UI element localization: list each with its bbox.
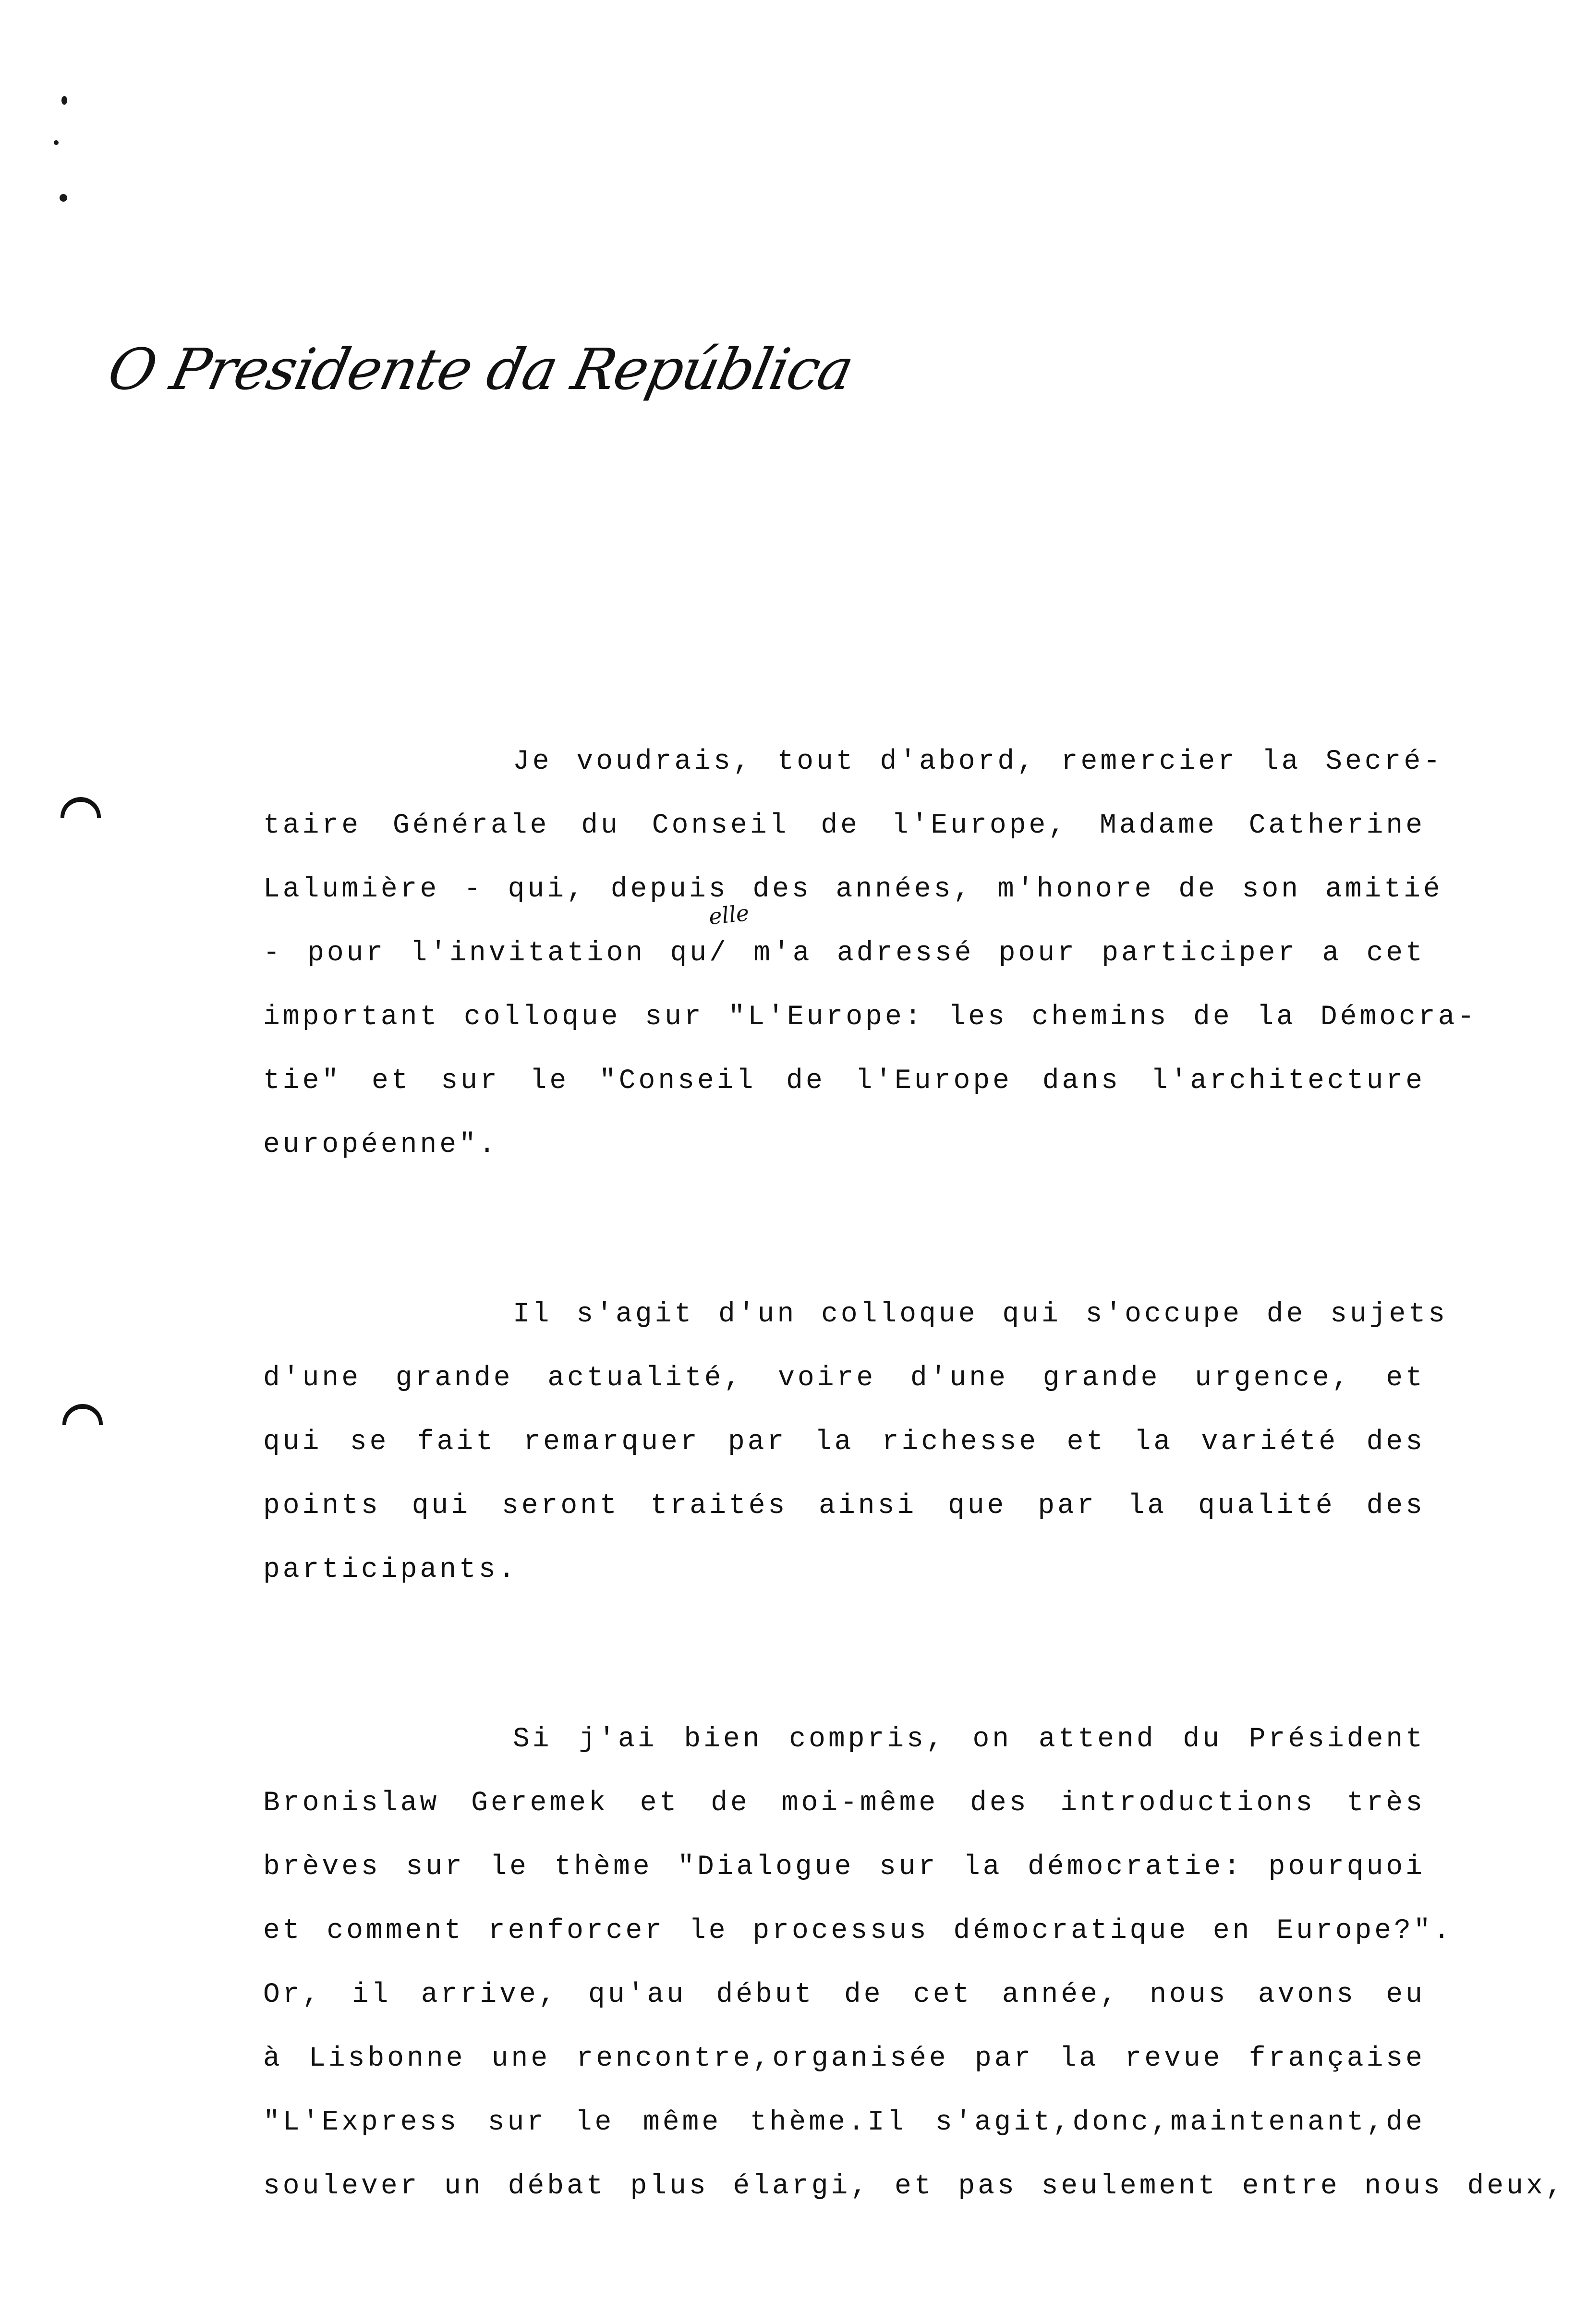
binder-hole-icon xyxy=(62,1404,103,1425)
text-line: brèves sur le thème "Dialogue sur la démocratie: pourquoi xyxy=(263,1852,1425,1883)
paragraph-1 xyxy=(263,730,1478,1177)
text-line: "L'Express sur le même thème.Il s'agit,donc,maintenant,de xyxy=(263,2107,1425,2138)
text-line: Je voudrais, tout d'abord, remercier la Secré- xyxy=(513,746,1443,777)
text-line: européenne". xyxy=(263,1129,498,1161)
scan-mark xyxy=(54,140,59,145)
text-line: Bronislaw Geremek et de moi-même des introductions très xyxy=(263,1788,1425,1819)
text-line: - pour l'invitation qu/ m'a adressé pour participer a cet xyxy=(263,938,1425,969)
paragraph-3 xyxy=(263,1707,1565,2218)
letter-body xyxy=(263,730,1565,2324)
handwritten-insertion: elle xyxy=(707,899,751,930)
text-line: Si j'ai bien compris, on attend du Président xyxy=(513,1724,1425,1755)
text-line: Il s'agit d'un colloque qui s'occupe de sujets xyxy=(513,1299,1448,1330)
text-line: soulever un débat plus élargi, et pas seulement entre nous deux, xyxy=(263,2171,1565,2202)
text-line: tie" et sur le "Conseil de l'Europe dans l'architecture xyxy=(263,1065,1425,1097)
text-line: important colloque sur "L'Europe: les chemins de la Démocra- xyxy=(263,1002,1478,1033)
paragraph-2 xyxy=(263,1283,1448,1602)
text-line: d'une grande actualité, voire d'une grande urgence, et xyxy=(263,1363,1425,1394)
text-line: Or, il arrive, qu'au début de cet année, nous avons eu xyxy=(263,1979,1425,2010)
text-line: et comment renforcer le processus démocratique en Europe?". xyxy=(263,1915,1453,1947)
letterhead-title: O Presidente da República xyxy=(102,336,859,402)
text-line: points qui seront traités ainsi que par la qualité des xyxy=(263,1490,1425,1522)
text-line: participants. xyxy=(263,1554,518,1586)
binder-hole-icon xyxy=(61,797,101,818)
text-line: Lalumière - qui, depuis des années, m'honore de son amitié xyxy=(263,874,1443,905)
text-line: qui se fait remarquer par la richesse et la variété des xyxy=(263,1427,1425,1458)
scan-mark xyxy=(61,96,67,105)
text-line: taire Générale du Conseil de l'Europe, Madame Catherine xyxy=(263,810,1425,841)
scan-mark xyxy=(60,194,67,202)
text-line: à Lisbonne une rencontre,organisée par la revue française xyxy=(263,2043,1425,2074)
